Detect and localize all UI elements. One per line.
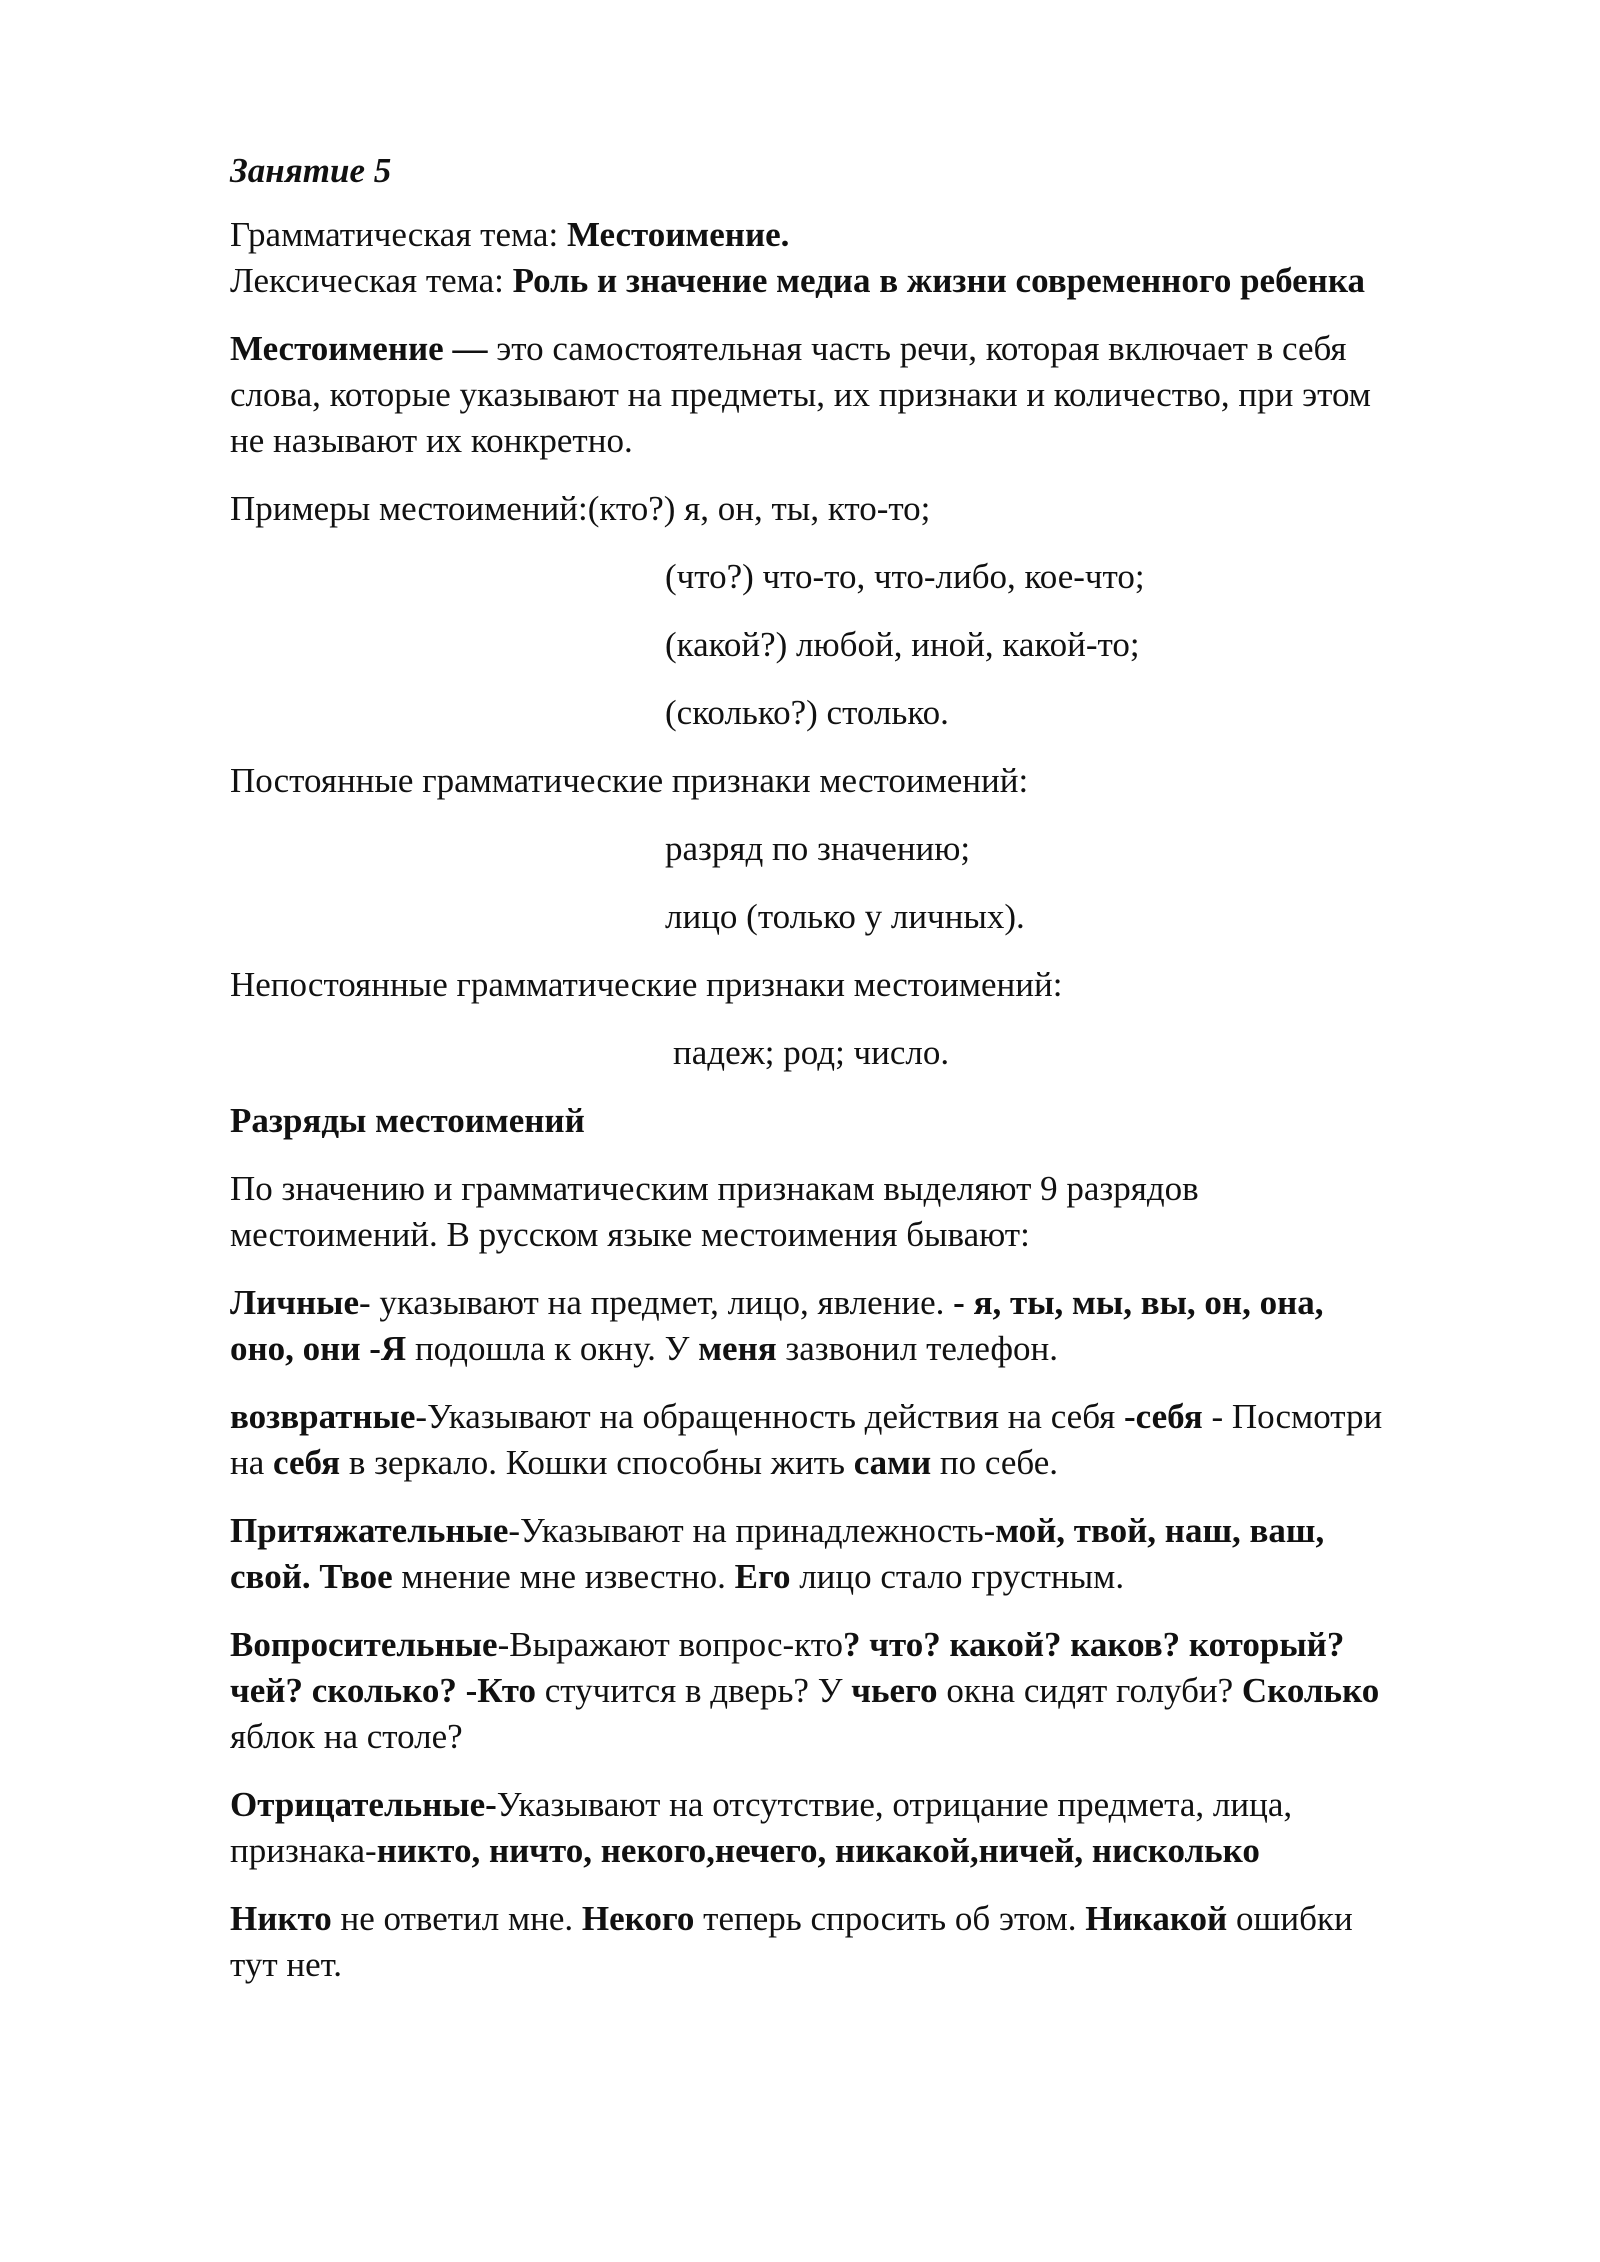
interrogative-line-3: яблок на столе?: [230, 1717, 463, 1756]
reflexive-text-1: -Указывают на обращенность действия на себя: [415, 1397, 1124, 1436]
interrogative-words-2: чей? сколько? -Кто: [230, 1671, 536, 1710]
negative-example-text-2: теперь спросить об этом.: [694, 1899, 1086, 1938]
negative-text-1: Указывают на отсутствие, отрицание предмета, лица,: [496, 1785, 1293, 1824]
definition-text-1: это самостоятельная часть речи, которая включает в себя: [487, 329, 1347, 368]
personal-text-1: - указывают на предмет, лицо, явление.: [359, 1283, 954, 1322]
grammar-topic-label: Грамматическая тема:: [230, 215, 567, 254]
possessive-line-2: [230, 1554, 1490, 1600]
possessive-text-1: -Указывают на принадлежность-: [508, 1511, 996, 1550]
negative-term: Отрицательные-: [230, 1785, 497, 1824]
interrogative-text-3: окна сидят голуби?: [937, 1671, 1242, 1710]
categories-intro-1: По значению и грамматическим признакам выделяют 9 разрядов: [230, 1169, 1199, 1208]
negative-example-text-3: ошибки: [1227, 1899, 1353, 1938]
personal-line-2: [230, 1326, 1490, 1372]
negative-line-2: [230, 1828, 1490, 1874]
reflexive-text-4: в зеркало. Кошки способны жить: [340, 1443, 854, 1482]
negative-example-text-1: не ответил мне.: [331, 1899, 582, 1938]
reflexive-term: возвратные: [230, 1397, 416, 1436]
definition-line-2: слова, которые указывают на предметы, их признаки и количество, при этом: [230, 375, 1371, 414]
definition-term: Местоимение —: [230, 329, 488, 368]
possessive-term: Притяжательные: [230, 1511, 509, 1550]
examples-line-what: (что?) что-то, что-либо, кое-что;: [665, 557, 1145, 596]
interrogative-term: Вопросительные: [230, 1625, 498, 1664]
document-page: [230, 148, 1490, 1988]
interrogative-word-4: Сколько: [1241, 1671, 1380, 1710]
reflexive-text-5: по себе.: [931, 1443, 1059, 1482]
interrogative-text-2: стучится в дверь? У: [535, 1671, 852, 1710]
personal-line-1: [230, 1280, 1490, 1326]
possessive-words-2: свой. Твое: [230, 1557, 393, 1596]
possessive-word-3: Его: [734, 1557, 791, 1596]
negative-example-word-2: Некого: [581, 1899, 695, 1938]
possessive-text-3: лицо стало грустным.: [790, 1557, 1125, 1596]
negative-examples-line-2: тут нет.: [230, 1945, 343, 1984]
examples-intro: Примеры местоимений:(кто?) я, он, ты, кто-то;: [230, 489, 931, 528]
categories-heading: [230, 1098, 1490, 1144]
possessive-words-1: мой, твой, наш, ваш,: [995, 1511, 1325, 1550]
reflexive-word-1: -себя: [1123, 1397, 1203, 1436]
lexical-topic-line: [230, 258, 1490, 304]
personal-word-3: меня: [698, 1329, 777, 1368]
possessive-text-2: мнение мне известно.: [392, 1557, 735, 1596]
examples-line-which: (какой?) любой, иной, какой-то;: [665, 625, 1140, 664]
lexical-topic-value: Роль и значение медиа в жизни современного ребенка: [512, 261, 1365, 300]
negative-example-word-3: Никакой: [1085, 1899, 1228, 1938]
reflexive-text-2: - Посмотри: [1202, 1397, 1383, 1436]
reflexive-line-1: [230, 1394, 1490, 1440]
negative-example-word-1: Никто: [230, 1899, 332, 1938]
reflexive-word-2: себя: [273, 1443, 341, 1482]
constant-feature-2: лицо (только у личных).: [665, 897, 1025, 936]
definition-line-1: [230, 326, 1490, 372]
personal-text-2: подошла к окну. У: [406, 1329, 699, 1368]
reflexive-text-3: на: [230, 1443, 274, 1482]
reflexive-line-2: [230, 1440, 1490, 1486]
possessive-line-1: [230, 1508, 1490, 1554]
definition-line-3: не называют их конкретно.: [230, 421, 633, 460]
interrogative-words-1: ? что? какой? каков? который?: [843, 1625, 1345, 1664]
variable-features-line: падеж; род; число.: [673, 1033, 950, 1072]
interrogative-line-2: [230, 1668, 1490, 1714]
categories-heading-text: Разряды местоимений: [230, 1101, 585, 1140]
grammar-topic-value: Местоимение.: [566, 215, 790, 254]
negative-text-2: признака-: [230, 1831, 377, 1870]
personal-words-2: оно, они -Я: [230, 1329, 407, 1368]
interrogative-word-3: чьего: [851, 1671, 938, 1710]
reflexive-word-3: сами: [853, 1443, 932, 1482]
negative-words: никто, ничто, некого,нечего, никакой,ничей, нисколько: [376, 1831, 1260, 1870]
categories-intro-2: местоимений. В русском языке местоимения бывают:: [230, 1215, 1030, 1254]
personal-term: Личные: [230, 1283, 360, 1322]
constant-feature-1: разряд по значению;: [665, 829, 971, 868]
grammar-topic-line: [230, 212, 1490, 258]
lesson-title: Занятие 5: [230, 151, 392, 190]
interrogative-line-1: [230, 1622, 1490, 1668]
variable-features-intro: Непостоянные грамматические признаки местоимений:: [230, 965, 1063, 1004]
interrogative-text-1: -Выражают вопрос-кто: [497, 1625, 844, 1664]
constant-features-intro: Постоянные грамматические признаки местоимений:: [230, 761, 1029, 800]
negative-line-1: [230, 1782, 1490, 1828]
personal-text-3: зазвонил телефон.: [776, 1329, 1058, 1368]
personal-words-1: - я, ты, мы, вы, он, она,: [953, 1283, 1324, 1322]
negative-examples-line-1: [230, 1896, 1490, 1942]
lexical-topic-label: Лексическая тема:: [230, 261, 513, 300]
examples-line-howmany: (сколько?) столько.: [665, 693, 949, 732]
